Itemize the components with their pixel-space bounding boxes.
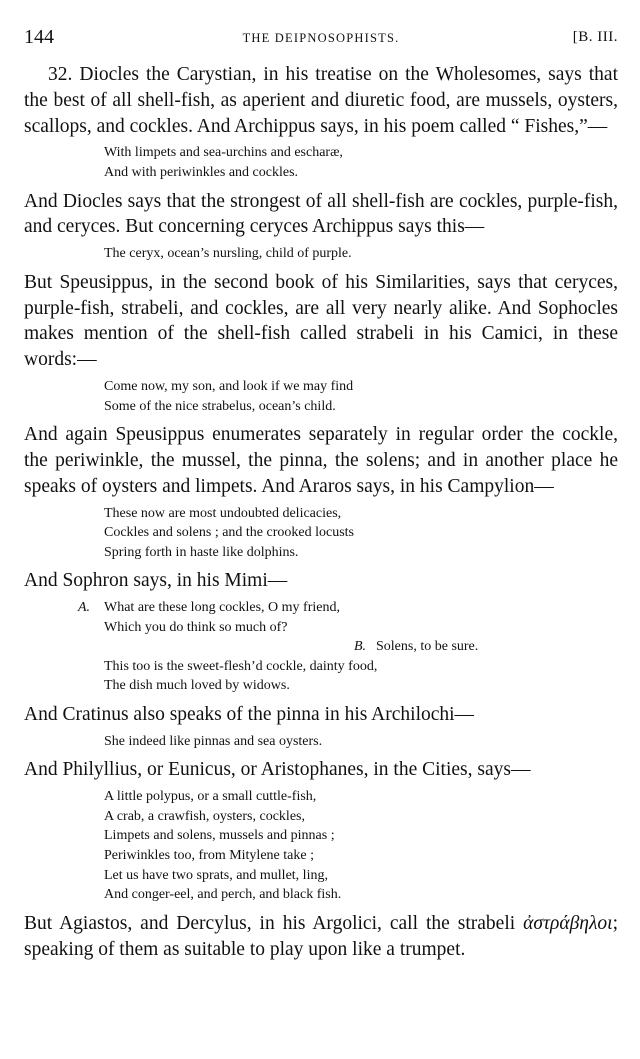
verse-cities (104, 787, 618, 905)
verse-line: These now are most undoubted delicacies, (104, 505, 342, 521)
prose-text: ; speaking of them as suitable to play upon like a trumpet. (24, 912, 618, 960)
verse-line: The dish much loved by widows. (104, 678, 290, 694)
paragraph-7: And Philyllius, or Eunicus, or Aristophanes, in the Cities, says— (24, 759, 531, 781)
paragraph-6: And Cratinus also speaks of the pinna in his Archilochi— (24, 704, 475, 726)
verse-line: Spring forth in haste like dolphins. (104, 544, 299, 560)
verse-line: Which you do think so much of? (104, 619, 288, 635)
paragraph-1: 32. Diocles the Carystian, in his treatise on the Wholesomes, says that the best of all shell-fish, as aperient and diuretic food, are mussels, oysters, scallops, and cockles. And Archippus says, in his poem called “ Fishes,”— (24, 64, 618, 137)
paragraph-5: And Sophron says, in his Mimi— (24, 570, 288, 592)
page-number: 144 (24, 26, 54, 48)
paragraph-2: And Diocles says that the strongest of all shell-fish are cockles, purple-fish, and ceryces. But concerning ceryces Archippus says this— (24, 190, 618, 238)
verse-araros (104, 504, 618, 563)
verse-line: And with periwinkles and cockles. (104, 164, 299, 180)
verse-sophocles (104, 377, 618, 416)
verse-sophron-dialogue (78, 598, 618, 696)
paragraph-4: And again Speusippus enumerates separately in regular order the cockle, the periwinkle, the mussel, the pinna, the solens; and in another place he speaks of oysters and limpets. And Araros says, in his Campylion— (24, 424, 618, 497)
verse-line: And conger-eel, and perch, and black fish. (104, 887, 342, 903)
verse-line: Some of the nice strabelus, ocean’s child. (104, 398, 336, 414)
verse-line: Cockles and solens ; and the crooked locusts (104, 525, 355, 541)
paragraph-8 (24, 911, 618, 963)
verse-cratinus (104, 732, 618, 752)
prose-text: But Agiastos, and Dercylus, in his Argolici, call the strabeli (24, 912, 524, 934)
verse-line (78, 598, 618, 618)
running-header (24, 26, 618, 50)
verse-line: The ceryx, ocean’s nursling, child of purple. (104, 246, 352, 262)
verse-line: Limpets and solens, mussels and pinnas ; (104, 828, 335, 844)
verse-line: A little polypus, or a small cuttle-fish, (104, 789, 317, 805)
verse-line: With limpets and sea-urchins and escharæ, (104, 145, 343, 161)
page-body (24, 62, 618, 962)
running-title: THE DEIPNOSOPHISTS. (242, 31, 400, 45)
verse-archippus-fishes (104, 143, 618, 182)
verse-text: Solens, to be sure. (376, 639, 479, 655)
verse-line: Periwinkles too, from Mitylene take ; (104, 848, 314, 864)
book-reference: [B. III. (572, 29, 618, 45)
speaker-label: B. (354, 639, 367, 655)
speaker-label: A. (78, 600, 91, 616)
verse-text: What are these long cockles, O my friend, (104, 600, 340, 616)
verse-line: Let us have two sprats, and mullet, ling, (104, 867, 328, 883)
paragraph-3: But Speusippus, in the second book of his Similarities, says that ceryces, purple-fish, strabeli, and cockles, are all very nearly alike. And Sophocles makes mention of the shell-fish called strabeli in his Camici, in these words:— (24, 271, 618, 371)
greek-word: ἀστράβηλοι (523, 912, 613, 934)
verse-line: This too is the sweet-flesh’d cockle, dainty food, (104, 658, 378, 674)
verse-line: Come now, my son, and look if we may find (104, 378, 354, 394)
verse-line: A crab, a crawfish, oysters, cockles, (104, 808, 305, 824)
verse-ceryx (104, 244, 618, 264)
verse-line: She indeed like pinnas and sea oysters. (104, 733, 323, 749)
verse-line (104, 637, 618, 657)
